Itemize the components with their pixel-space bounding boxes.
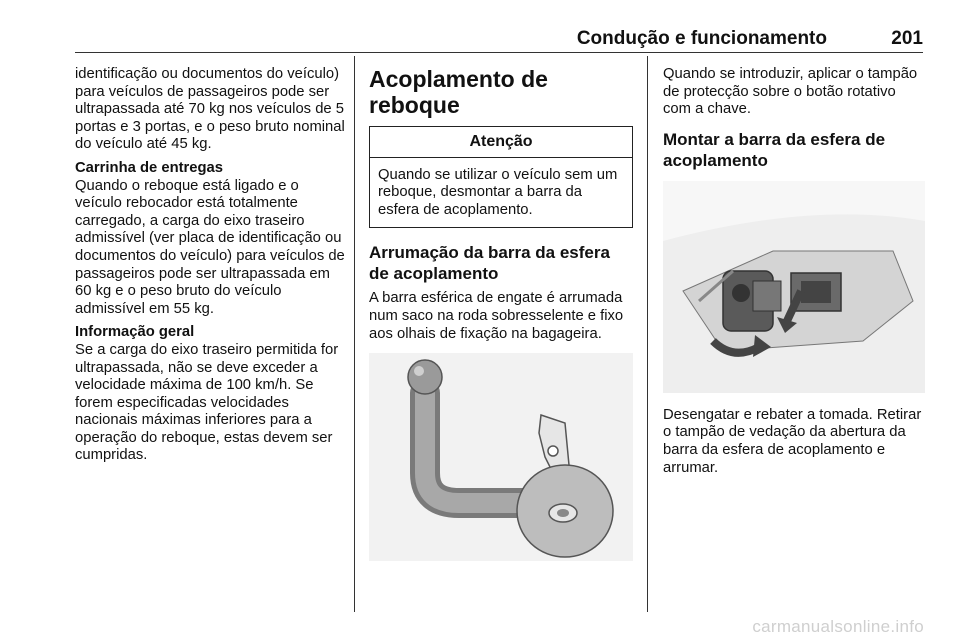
column-divider-left xyxy=(354,56,355,612)
general-paragraph: Se a carga do eixo traseiro permitida for ultrapassada, não se deve exceder a velocidade máxima de 100 km/h. Se forem especificadas velocidades nacionais máximas inferiores para a operação do reboque, estas devem ser cumpridas. xyxy=(75,341,339,464)
warning-text: Quando se utilizar o veículo sem um reboque, desmontar a barra da esfera de acoplamento. xyxy=(378,166,618,218)
general-heading: Informação geral xyxy=(75,324,195,341)
tow-ball-bar-illustration xyxy=(369,353,633,561)
van-heading: Carrinha de entregas xyxy=(75,159,224,176)
mount-heading: Montar a barra da esfera de acoplamento xyxy=(663,129,886,170)
column-middle xyxy=(369,66,633,561)
column-divider-right xyxy=(647,56,648,612)
warning-title: Atenção xyxy=(370,127,632,158)
column-right xyxy=(663,66,925,477)
column-left xyxy=(75,66,347,465)
storage-heading: Arrumação da barra da esfera de acoplamento xyxy=(369,243,610,284)
section-heading: Acoplamento de reboque xyxy=(369,66,548,118)
page-header xyxy=(75,28,923,52)
bottom-paragraph: Desengatar e rebater a tomada. Retirar o tampão de vedação da abertura da barra da esfera de acoplamento e arrumar. xyxy=(663,406,922,476)
top-paragraph: Quando se introduzir, aplicar o tampão de protecção sobre o botão rotativo com a chave. xyxy=(663,66,918,118)
section-title: Condução e funcionamento xyxy=(576,28,827,49)
watermark: carmanualsonline.info xyxy=(752,617,924,636)
header-rule xyxy=(75,52,923,53)
warning-box xyxy=(369,126,633,228)
page-number: 201 xyxy=(891,28,923,49)
storage-paragraph: A barra esférica de engate é arrumada num saco na roda sobresselente e fixo aos olhais de fixação na bagageira. xyxy=(369,290,624,342)
van-paragraph: Quando o reboque está ligado e o veículo rebocador está totalmente carregado, a carga do eixo traseiro admissível (ver placa de identificação ou documentos do veículo) para veículos de passageiros pode ser ultrapassada em 60 kg e o peso bruto do veículo admissível em 55 kg. xyxy=(75,177,345,317)
tow-socket-illustration xyxy=(663,181,925,393)
intro-paragraph: identificação ou documentos do veículo) para veículos de passageiros pode ser ultrapassada até 70 kg nos veículos de 5 portas e 3 portas, e o peso bruto nominal do veículo até 45 kg. xyxy=(75,66,345,153)
